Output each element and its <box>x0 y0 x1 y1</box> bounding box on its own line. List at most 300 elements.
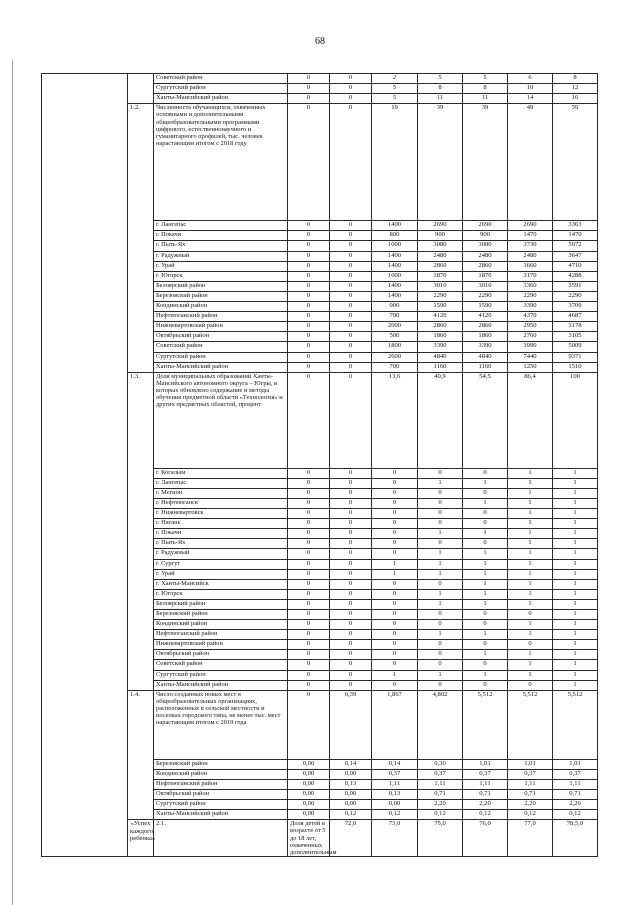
value-cell: 0 <box>418 640 463 650</box>
value-cell: 1 <box>553 620 598 630</box>
indicator-code-cell <box>128 74 154 104</box>
value-cell: 0 <box>288 539 330 549</box>
value-cell: 100 <box>553 372 598 468</box>
value-cell: 0 <box>330 488 372 498</box>
value-cell: 0 <box>372 599 418 609</box>
value-cell: 0 <box>330 680 372 690</box>
value-cell: 1,11 <box>463 779 508 789</box>
value-cell: 1 <box>508 620 553 630</box>
district-name: г. Лангепас <box>154 478 288 488</box>
value-cell: 0 <box>508 610 553 620</box>
value-cell: 0 <box>372 630 418 640</box>
value-cell: 4120 <box>463 312 508 322</box>
value-cell: 1,11 <box>372 779 418 789</box>
value-cell: 3647 <box>553 251 598 261</box>
value-cell: 2290 <box>418 291 463 301</box>
value-cell: 3390 <box>508 302 553 312</box>
value-cell: 0 <box>330 332 372 342</box>
value-cell: 0 <box>330 322 372 332</box>
value-cell: 0 <box>463 640 508 650</box>
value-cell: 59 <box>553 104 598 221</box>
value-cell: 0 <box>330 312 372 322</box>
value-cell: 0 <box>330 241 372 251</box>
value-cell: 1 <box>418 599 463 609</box>
value-cell: 2690 <box>463 221 508 231</box>
value-cell: 0,00 <box>330 769 372 779</box>
value-cell: 0 <box>372 498 418 508</box>
value-cell: 0 <box>288 690 330 759</box>
district-name: г. Мегион <box>154 488 288 498</box>
value-cell: 1000 <box>372 271 418 281</box>
value-cell: 3105 <box>553 332 598 342</box>
value-cell: 1 <box>463 630 508 640</box>
value-cell: 0 <box>330 589 372 599</box>
value-cell: 3080 <box>463 241 508 251</box>
value-cell: 2600 <box>372 352 418 362</box>
value-cell: 0 <box>288 352 330 362</box>
value-cell: 0 <box>288 529 330 539</box>
value-cell: 0 <box>330 539 372 549</box>
value-cell: 1 <box>553 559 598 569</box>
value-cell: 1 <box>508 509 553 519</box>
value-cell: 0,00 <box>330 800 372 810</box>
value-cell: 0 <box>372 509 418 519</box>
value-cell: 1 <box>508 488 553 498</box>
value-cell: 1 <box>463 478 508 488</box>
value-cell: 39 <box>463 104 508 221</box>
value-cell: 0 <box>330 569 372 579</box>
value-cell: 1 <box>418 559 463 569</box>
value-cell: 1 <box>508 529 553 539</box>
value-cell: 800 <box>372 231 418 241</box>
value-cell: 72,0 <box>330 820 372 857</box>
value-cell: 900 <box>418 231 463 241</box>
value-cell: 1400 <box>372 221 418 231</box>
value-cell: 0 <box>372 539 418 549</box>
value-cell: 1 <box>508 559 553 569</box>
value-cell: 0 <box>330 271 372 281</box>
value-cell: 0 <box>418 519 463 529</box>
value-cell: 1 <box>553 650 598 660</box>
value-cell: 39 <box>418 104 463 221</box>
value-cell: 0 <box>330 610 372 620</box>
value-cell: 0 <box>330 498 372 508</box>
value-cell: 0 <box>288 498 330 508</box>
value-cell: 0 <box>372 549 418 559</box>
value-cell: 0 <box>463 660 508 670</box>
district-name: Октябрьский район <box>154 650 288 660</box>
value-cell: 0 <box>372 640 418 650</box>
value-cell: 0,37 <box>463 769 508 779</box>
value-cell: 0 <box>330 519 372 529</box>
value-cell: 0 <box>330 630 372 640</box>
value-cell: 0,00 <box>288 790 330 800</box>
district-name: г. Сургут <box>154 559 288 569</box>
value-cell: 0 <box>418 539 463 549</box>
value-cell: 0,00 <box>330 790 372 800</box>
value-cell: 0 <box>330 620 372 630</box>
district-name: г. Покачи <box>154 231 288 241</box>
value-cell: 0 <box>288 680 330 690</box>
value-cell: 0 <box>330 559 372 569</box>
district-name: г. Покачи <box>154 529 288 539</box>
value-cell: 3709 <box>553 302 598 312</box>
value-cell: 0 <box>330 74 372 84</box>
value-cell: 2,20 <box>463 800 508 810</box>
value-cell: 0,14 <box>330 759 372 769</box>
value-cell: 0 <box>330 231 372 241</box>
value-cell: 0 <box>288 94 330 104</box>
value-cell: 3360 <box>508 281 553 291</box>
value-cell: 8 <box>418 84 463 94</box>
value-cell: 1 <box>418 630 463 640</box>
value-cell: 0 <box>330 291 372 301</box>
value-cell: 0 <box>288 610 330 620</box>
value-cell: 0 <box>330 221 372 231</box>
value-cell: 2290 <box>508 291 553 301</box>
district-name: Нижневартовский район <box>154 640 288 650</box>
value-cell: 0,37 <box>372 769 418 779</box>
value-cell: 9371 <box>553 352 598 362</box>
value-cell: 1400 <box>372 291 418 301</box>
value-cell: 1 <box>463 559 508 569</box>
value-cell: 0,30 <box>418 759 463 769</box>
district-name: Октябрьский район <box>154 790 288 800</box>
indicator-description: Численность обучающихся, охваченных основными и дополнительными общеобразовательными программами цифрового, естественнонаучного и гуманитарного профилей, тыс. человек нарастающим итогом с 2018 году <box>154 104 288 221</box>
value-cell: 0 <box>288 630 330 640</box>
value-cell: 1590 <box>463 302 508 312</box>
value-cell: 5,512 <box>508 690 553 759</box>
value-cell: 0,37 <box>553 769 598 779</box>
value-cell: 1000 <box>372 241 418 251</box>
value-cell: 1 <box>508 549 553 559</box>
value-cell: 0 <box>418 468 463 478</box>
value-cell: 2690 <box>508 221 553 231</box>
value-cell: 2760 <box>508 332 553 342</box>
value-cell: 0 <box>288 660 330 670</box>
value-cell: 1 <box>463 670 508 680</box>
district-name: г. Пыть-Ях <box>154 241 288 251</box>
value-cell: 3990 <box>508 342 553 352</box>
value-cell: 5 <box>372 94 418 104</box>
value-cell: 1 <box>372 559 418 569</box>
value-cell: 0 <box>418 509 463 519</box>
value-cell: 1 <box>508 569 553 579</box>
value-cell: 4,802 <box>418 690 463 759</box>
district-name: г. Нягань <box>154 519 288 529</box>
value-cell: 1,01 <box>508 759 553 769</box>
value-cell: 0 <box>463 488 508 498</box>
value-cell: 0 <box>288 221 330 231</box>
value-cell: 2860 <box>463 261 508 271</box>
value-cell: 2860 <box>418 322 463 332</box>
value-cell: 0 <box>330 84 372 94</box>
district-name: Березовский район <box>154 291 288 301</box>
value-cell: 0 <box>288 549 330 559</box>
value-cell: 1 <box>553 610 598 620</box>
value-cell: 2290 <box>553 291 598 301</box>
value-cell: 1 <box>553 488 598 498</box>
value-cell: 4840 <box>418 352 463 362</box>
value-cell: 1 <box>553 498 598 508</box>
district-name: Сургутский район <box>154 352 288 362</box>
value-cell: 1 <box>508 519 553 529</box>
value-cell: 1 <box>463 569 508 579</box>
value-cell: 1590 <box>418 302 463 312</box>
value-cell: 1870 <box>418 271 463 281</box>
value-cell: 0 <box>372 610 418 620</box>
value-cell: 0 <box>330 640 372 650</box>
value-cell: 2950 <box>508 322 553 332</box>
value-cell: 0 <box>330 104 372 221</box>
value-cell: 0,71 <box>463 790 508 800</box>
value-cell: 12 <box>553 84 598 94</box>
value-cell: 1 <box>508 650 553 660</box>
value-cell: 0 <box>288 362 330 372</box>
indicator-description: Доля муниципальных образований Ханты-Мансийского автономного округа – Югры, в которых обновлено содержание и методы обучения предметной области «Технология» и других предметных областей, процент <box>154 372 288 468</box>
value-cell: 1 <box>553 680 598 690</box>
value-cell: 0 <box>418 660 463 670</box>
value-cell: 4120 <box>418 312 463 322</box>
value-cell: 0,13 <box>372 790 418 800</box>
value-cell: 2860 <box>418 261 463 271</box>
value-cell: 16 <box>553 94 598 104</box>
value-cell: 1470 <box>508 231 553 241</box>
value-cell: 0 <box>288 84 330 94</box>
value-cell: 10 <box>508 84 553 94</box>
value-cell: 1 <box>463 650 508 660</box>
value-cell: 2690 <box>418 221 463 231</box>
value-cell: 1860 <box>463 332 508 342</box>
district-name: г. Урай <box>154 569 288 579</box>
value-cell: 1 <box>372 670 418 680</box>
value-cell: 0 <box>330 650 372 660</box>
value-cell: 1800 <box>372 342 418 352</box>
district-name: Белоярский район <box>154 599 288 609</box>
value-cell: 0 <box>372 519 418 529</box>
value-cell: 0 <box>288 569 330 579</box>
value-cell: 0 <box>463 539 508 549</box>
project-cell <box>42 74 128 857</box>
value-cell: 1400 <box>372 261 418 271</box>
value-cell: 0,00 <box>288 759 330 769</box>
value-cell: 4687 <box>553 312 598 322</box>
value-cell: 700 <box>372 312 418 322</box>
value-cell: 3363 <box>553 221 598 231</box>
value-cell: 0 <box>330 94 372 104</box>
value-cell: 1 <box>553 660 598 670</box>
value-cell: 0 <box>330 599 372 609</box>
value-cell: 0 <box>330 509 372 519</box>
value-cell: 0 <box>372 680 418 690</box>
district-name: г. Когалым <box>154 468 288 478</box>
district-name: Нефтеюганский район <box>154 779 288 789</box>
district-name: г. Радужный <box>154 251 288 261</box>
value-cell: 0 <box>288 231 330 241</box>
value-cell: 0 <box>288 322 330 332</box>
value-cell: 86,4 <box>508 372 553 468</box>
value-cell: 1160 <box>463 362 508 372</box>
value-cell: 5072 <box>553 241 598 251</box>
district-name: Нижневартовский район <box>154 322 288 332</box>
value-cell: 0 <box>288 478 330 488</box>
value-cell: 1,11 <box>553 779 598 789</box>
value-cell: 2,20 <box>508 800 553 810</box>
value-cell: 0 <box>418 579 463 589</box>
value-cell: 0 <box>330 660 372 670</box>
value-cell: 500 <box>372 332 418 342</box>
district-name: Березовский район <box>154 759 288 769</box>
value-cell: 0 <box>418 680 463 690</box>
value-cell: 0 <box>418 498 463 508</box>
value-cell: 1470 <box>553 231 598 241</box>
value-cell: 0,13 <box>330 779 372 789</box>
indicators-table <box>41 73 598 857</box>
value-cell: 1 <box>418 549 463 559</box>
value-cell: 0 <box>372 589 418 599</box>
value-cell: 5009 <box>553 342 598 352</box>
value-cell: 5,512 <box>463 690 508 759</box>
value-cell: 40,9 <box>418 372 463 468</box>
value-cell: 5 <box>372 84 418 94</box>
value-cell: 0,12 <box>330 810 372 820</box>
value-cell: 900 <box>372 302 418 312</box>
value-cell: 0 <box>288 650 330 660</box>
value-cell: 73,0 <box>372 820 418 857</box>
district-name: г. Югорск <box>154 271 288 281</box>
value-cell: 5 <box>418 74 463 84</box>
value-cell: 0 <box>288 104 330 221</box>
value-cell: 2860 <box>463 322 508 332</box>
value-cell: 3730 <box>508 241 553 251</box>
value-cell: 900 <box>463 231 508 241</box>
value-cell: 1 <box>418 589 463 599</box>
value-cell: 1 <box>372 569 418 579</box>
value-cell: 3178 <box>553 322 598 332</box>
district-name: Сургутский район <box>154 670 288 680</box>
value-cell: 1 <box>508 539 553 549</box>
value-cell: 1,01 <box>463 759 508 769</box>
value-cell: 1 <box>553 529 598 539</box>
district-name: Нефтеюганский район <box>154 630 288 640</box>
district-name: Советский район <box>154 660 288 670</box>
value-cell: 2480 <box>418 251 463 261</box>
value-cell: 1 <box>463 599 508 609</box>
value-cell: 0 <box>288 488 330 498</box>
value-cell: 1,11 <box>418 779 463 789</box>
value-cell: 1 <box>553 509 598 519</box>
value-cell: 0 <box>288 281 330 291</box>
district-name: г. Урай <box>154 261 288 271</box>
district-name: Ханты-Мансийский район <box>154 810 288 820</box>
value-cell: 0,00 <box>288 800 330 810</box>
indicator-code: 1.3. <box>128 372 154 690</box>
value-cell: 0,14 <box>372 759 418 769</box>
value-cell: 1 <box>463 589 508 599</box>
value-cell: 3390 <box>418 342 463 352</box>
value-cell: 1 <box>418 529 463 539</box>
value-cell: 1 <box>553 539 598 549</box>
value-cell: 0,00 <box>372 800 418 810</box>
indicator-code: 2.1. <box>154 820 288 857</box>
value-cell: 3170 <box>508 271 553 281</box>
district-name: Ханты-Мансийский район <box>154 680 288 690</box>
value-cell: 6 <box>508 74 553 84</box>
value-cell: 1,01 <box>553 759 598 769</box>
value-cell: 0,71 <box>508 790 553 800</box>
value-cell: 3080 <box>418 241 463 251</box>
value-cell: 1 <box>508 599 553 609</box>
value-cell: 2480 <box>463 251 508 261</box>
value-cell: 0 <box>330 362 372 372</box>
value-cell: 700 <box>372 362 418 372</box>
value-cell: 5 <box>463 74 508 84</box>
value-cell: 0,12 <box>463 810 508 820</box>
value-cell: 1 <box>508 468 553 478</box>
value-cell: 0 <box>288 620 330 630</box>
value-cell: 0 <box>288 589 330 599</box>
value-cell: 19 <box>372 104 418 221</box>
value-cell: 0 <box>372 488 418 498</box>
district-name: Белоярский район <box>154 281 288 291</box>
value-cell: 0 <box>330 342 372 352</box>
value-cell: 78,5,0 <box>553 820 598 857</box>
district-name: г. Югорск <box>154 589 288 599</box>
value-cell: 0 <box>330 478 372 488</box>
value-cell: 0 <box>288 251 330 261</box>
value-cell: 1 <box>553 478 598 488</box>
scan-edge-line <box>12 60 13 905</box>
value-cell: 2 <box>372 74 418 84</box>
value-cell: 1 <box>508 579 553 589</box>
value-cell: 1 <box>553 589 598 599</box>
value-cell: 14 <box>508 94 553 104</box>
value-cell: 0 <box>288 579 330 589</box>
value-cell: 1 <box>418 569 463 579</box>
district-name: г. Ханты-Мансийск <box>154 579 288 589</box>
district-name: Сургутский район <box>154 800 288 810</box>
value-cell: 49 <box>508 104 553 221</box>
value-cell: 0 <box>372 529 418 539</box>
value-cell: 11 <box>418 94 463 104</box>
value-cell: 0 <box>330 261 372 271</box>
value-cell: 0 <box>288 291 330 301</box>
value-cell: 0 <box>288 241 330 251</box>
district-name: Нефтеюганский район <box>154 312 288 322</box>
value-cell: 3591 <box>553 281 598 291</box>
value-cell: 0 <box>463 468 508 478</box>
value-cell: 5,512 <box>553 690 598 759</box>
value-cell: 0 <box>463 509 508 519</box>
value-cell: 2290 <box>463 291 508 301</box>
value-cell: 0 <box>372 478 418 488</box>
value-cell: 0 <box>418 488 463 498</box>
value-cell: 1 <box>463 549 508 559</box>
value-cell: 0 <box>288 372 330 468</box>
value-cell: 0 <box>288 559 330 569</box>
value-cell: 3390 <box>463 342 508 352</box>
value-cell: 0 <box>330 372 372 468</box>
value-cell: 0 <box>372 579 418 589</box>
value-cell: 0 <box>372 620 418 630</box>
value-cell: 1 <box>553 599 598 609</box>
value-cell: 3660 <box>508 261 553 271</box>
value-cell: 0,12 <box>508 810 553 820</box>
value-cell: 13,6 <box>372 372 418 468</box>
district-name: Кондинский район <box>154 620 288 630</box>
value-cell: 1 <box>553 579 598 589</box>
district-name: Кондинский район <box>154 769 288 779</box>
